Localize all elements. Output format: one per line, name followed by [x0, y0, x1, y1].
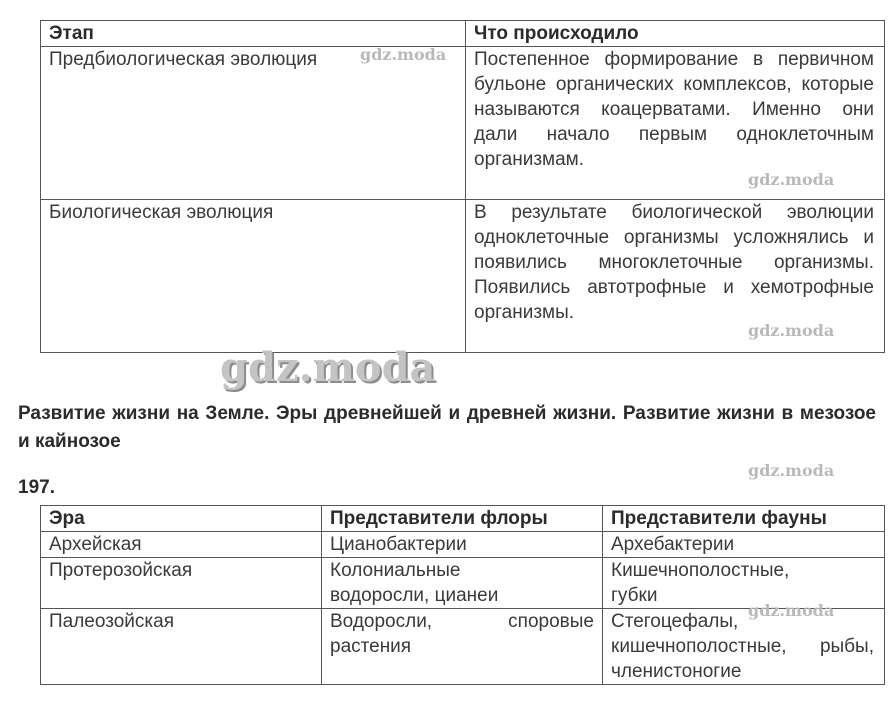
- table-header-row: [41, 21, 885, 47]
- column-header-stage: Этап: [41, 21, 466, 47]
- era-cell: Палеозойская: [41, 609, 322, 685]
- watermark: gdz.moda: [360, 45, 447, 64]
- watermark-large: gdz.moda: [220, 344, 436, 391]
- watermark: gdz.moda: [748, 321, 835, 340]
- stage-cell: Биологическая эволюция: [41, 200, 466, 353]
- table-row: [41, 532, 885, 558]
- description-cell: В результате биологической эволюции одноклеточные организмы усложнялись и появились многоклеточные организмы. Появились автотрофные и хемотрофные организмы.: [466, 200, 885, 353]
- stage-cell: Предбиологическая эволюция: [41, 47, 466, 200]
- watermark: gdz.moda: [748, 170, 835, 189]
- section-heading: Развитие жизни на Земле. Эры древнейшей и древней жизни. Развитие жизни в мезозое и кайнозое: [18, 403, 876, 452]
- description-cell: Постепенное формирование в первичном бульоне органических комплексов, которые называются коацерватами. Именно они дали начало первым одноклеточным организмам.: [466, 47, 885, 200]
- watermark: gdz.moda: [748, 601, 835, 620]
- eras-table: [40, 505, 885, 685]
- table-header-row: [41, 506, 885, 532]
- era-cell: Архейская: [41, 532, 322, 558]
- era-cell: Протерозойская: [41, 558, 322, 609]
- flora-cell: Цианобактерии: [322, 532, 603, 558]
- column-header-era: Эра: [41, 506, 322, 532]
- fauna-cell: Стегоцефалы, кишечнополостные, рыбы, членистоногие: [603, 609, 885, 685]
- column-header-fauna: Представители фауны: [603, 506, 885, 532]
- flora-cell: Колониальные водоросли, цианеи: [322, 558, 603, 609]
- task-number: 197.: [18, 477, 55, 498]
- column-header-what-happened: Что происходило: [466, 21, 885, 47]
- fauna-cell: Архебактерии: [603, 532, 885, 558]
- column-header-flora: Представители флоры: [322, 506, 603, 532]
- fauna-cell: Кишечнополостные, губки: [603, 558, 885, 609]
- flora-cell: Водоросли, споровые растения: [322, 609, 603, 685]
- watermark: gdz.moda: [748, 461, 835, 480]
